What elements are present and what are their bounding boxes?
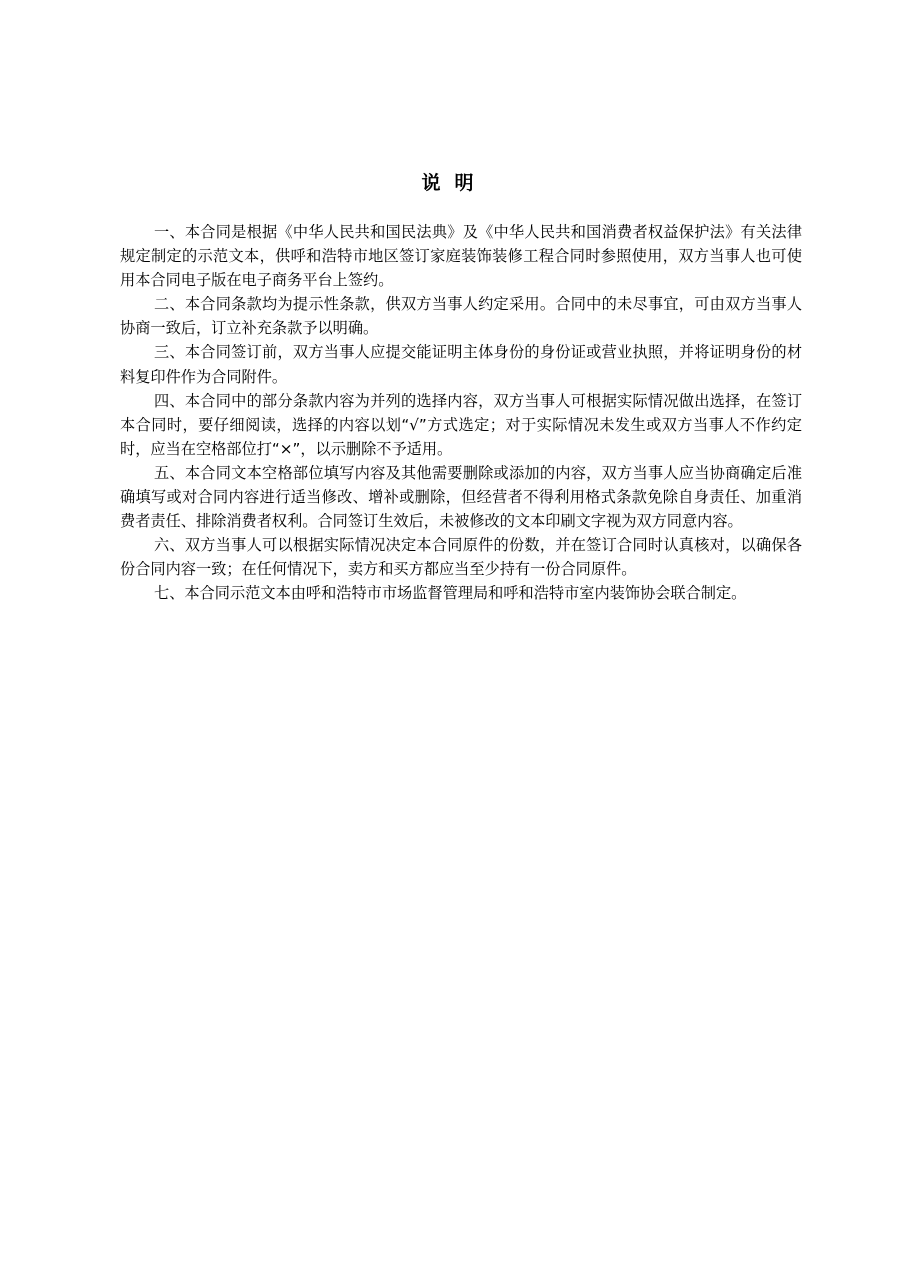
document-body	[120, 220, 802, 606]
paragraph-6: 六、双方当事人可以根据实际情况决定本合同原件的份数，并在签订合同时认真核对，以确保各份合同内容一致；在任何情况下，卖方和买方都应当至少持有一份合同原件。	[120, 536, 802, 579]
page-title: 说明	[421, 172, 488, 194]
paragraph-3: 三、本合同签订前，双方当事人应提交能证明主体身份的身份证或营业执照，并将证明身份的材料复印件作为合同附件。	[120, 343, 802, 386]
paragraph-2: 二、本合同条款均为提示性条款，供双方当事人约定采用。合同中的未尽事宜，可由双方当事人协商一致后，订立补充条款予以明确。	[120, 295, 802, 338]
paragraph-7: 七、本合同示范文本由呼和浩特市市场监督管理局和呼和浩特市室内装饰协会联合制定。	[154, 584, 747, 603]
paragraph-4: 四、本合同中的部分条款内容为并列的选择内容，双方当事人可根据实际情况做出选择，在签订本合同时，要仔细阅读，选择的内容以划“√”方式选定；对于实际情况未发生或双方当事人不作约定时，应当在空格部位打“×”，以示删除不予适用。	[120, 391, 802, 458]
paragraph-1: 一、本合同是根据《中华人民共和国民法典》及《中华人民共和国消费者权益保护法》有关法律规定制定的示范文本，供呼和浩特市地区签订家庭装饰装修工程合同时参照使用，双方当事人也可使用本合同电子版在电子商务平台上签约。	[120, 223, 802, 290]
paragraph-5: 五、本合同文本空格部位填写内容及其他需要删除或添加的内容，双方当事人应当协商确定后准确填写或对合同内容进行适当修改、增补或删除，但经营者不得利用格式条款免除自身责任、加重消费者责任、排除消费者权利。合同签订生效后，未被修改的文本印刷文字视为双方同意内容。	[120, 463, 802, 531]
